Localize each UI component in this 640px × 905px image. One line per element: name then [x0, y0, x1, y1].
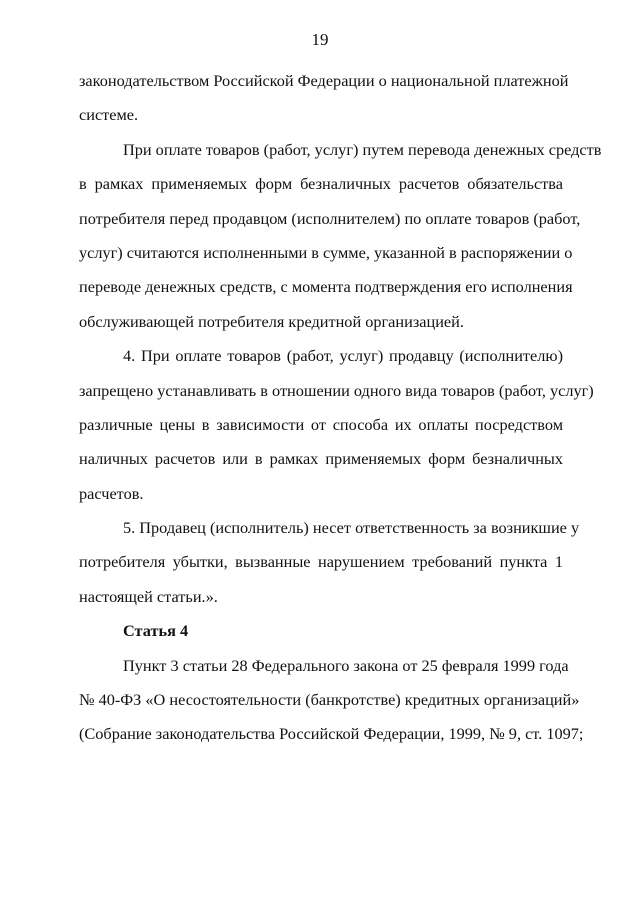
paragraph-first-line: 4. При оплате товаров (работ, услуг) продавцу (исполнителю) [123, 346, 563, 366]
text-line: различные цены в зависимости от способа их оплаты посредством [79, 414, 563, 434]
text-line: услуг) считаются исполненными в сумме, указанной в распоряжении о [79, 242, 573, 262]
text-line: наличных расчетов или в рамках применяемых форм безналичных [79, 449, 563, 469]
text-line: системе. [79, 105, 139, 125]
text-line: законодательством Российской Федерации о национальной платежной [79, 71, 569, 90]
text-line: переводе денежных средств, с момента подтверждения его исполнения [79, 277, 573, 297]
paragraph-first-line: 5. Продавец (исполнитель) несет ответственность за возникшие у [123, 518, 580, 538]
page-number: 19 [311, 30, 329, 49]
text-line: обслуживающей потребителя кредитной организацией. [79, 311, 464, 331]
article-heading: Статья 4 [123, 621, 189, 641]
text-line: расчетов. [79, 483, 144, 503]
text-line: (Собрание законодательства Российской Федерации, 1999, № 9, ст. 1097; [79, 724, 584, 744]
paragraph-first-line: При оплате товаров (работ, услуг) путем перевода денежных средств [123, 139, 602, 159]
text-line: потребителя перед продавцом (исполнителем) по оплате товаров (работ, [79, 208, 581, 228]
text-line: запрещено устанавливать в отношении одного вида товаров (работ, услуг) [79, 380, 594, 400]
text-line: № 40-ФЗ «О несостоятельности (банкротстве) кредитных организаций» [79, 690, 580, 710]
text-line: настоящей статьи.». [79, 586, 218, 606]
text-line: потребителя убытки, вызванные нарушением требований пункта 1 [79, 552, 563, 572]
paragraph-first-line: Пункт 3 статьи 28 Федерального закона от 25 февраля 1999 года [123, 655, 569, 675]
document-body [79, 64, 602, 752]
text-line: в рамках применяемых форм безналичных расчетов обязательства [79, 174, 563, 194]
